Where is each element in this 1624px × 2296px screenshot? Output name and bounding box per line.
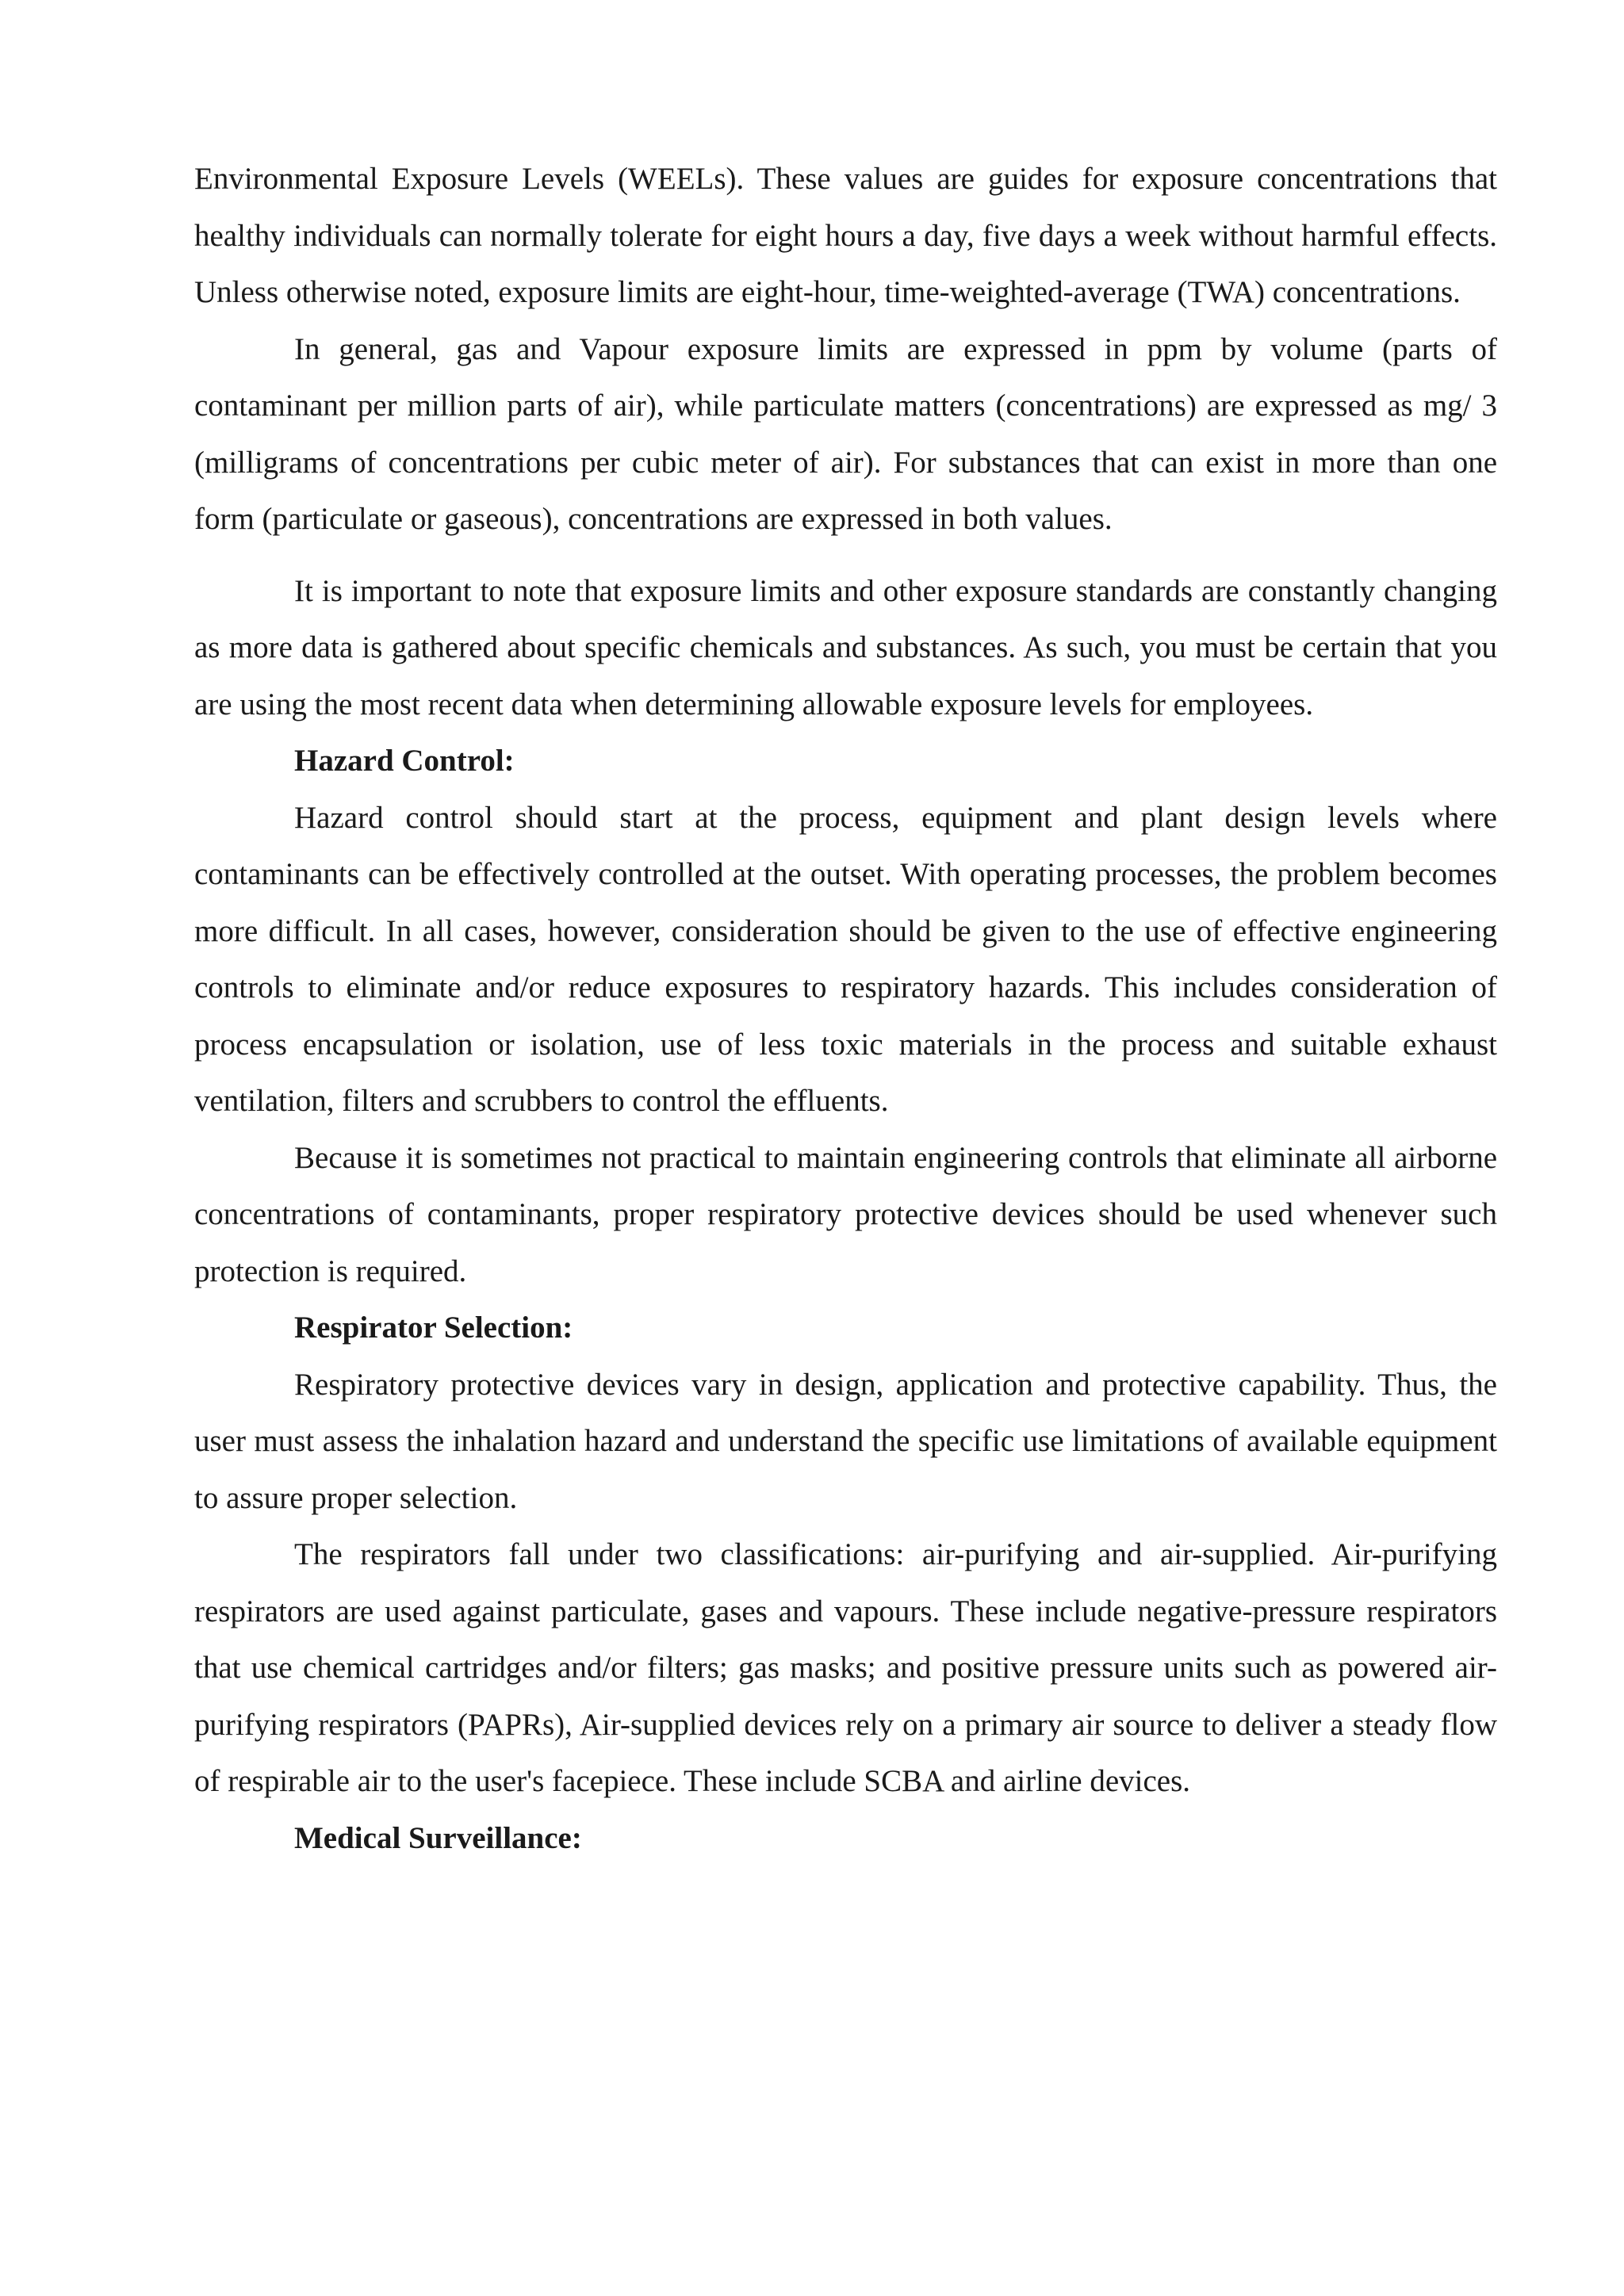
heading-hazard-control: Hazard Control: xyxy=(294,744,515,778)
document-body xyxy=(194,151,1497,1866)
paragraph-engineering-controls: Because it is sometimes not practical to maintain engineering controls that eliminate all airborne concentrations of contaminants, proper respiratory protective devices should be used whenever such protection is required. xyxy=(194,1140,1497,1288)
heading-medical-surveillance: Medical Surveillance: xyxy=(294,1820,582,1855)
paragraph-weels-intro: Environmental Exposure Levels (WEELs). These values are guides for exposure concentrations that healthy individuals can normally tolerate for eight hours a day, five days a week without harmful effects. Unless otherwise noted, exposure limits are eight-hour, time-weighted-average (TWA) concentrations. xyxy=(194,162,1497,309)
paragraph-exposure-units: In general, gas and Vapour exposure limits are expressed in ppm by volume (parts of contaminant per million parts of air), while particulate matters (concentrations) are expressed as mg/ 3 (milligrams of concentrations per cubic meter of air). For substances that can exist in more than one form (particulate or gaseous), concentrations are expressed in both values. xyxy=(194,331,1497,536)
paragraph-respirator-selection: Respiratory protective devices vary in design, application and protective capability. Thus, the user must assess the inhalation hazard and understand the specific use limitations of available equipment to assure proper selection. xyxy=(194,1367,1497,1515)
paragraph-changing-standards: It is important to note that exposure limits and other exposure standards are constantly changing as more data is gathered about specific chemicals and substances. As such, you must be certain that you are using the most recent data when determining allowable exposure levels for employees. xyxy=(194,573,1497,721)
heading-respirator-selection: Respirator Selection: xyxy=(294,1311,573,1345)
paragraph-hazard-control: Hazard control should start at the process, equipment and plant design levels where contaminants can be effectively controlled at the outset. With operating processes, the problem becomes more difficult. In all cases, however, consideration should be given to the use of effective engineering controls to eliminate and/or reduce exposures to respiratory hazards. This includes consideration of process encapsulation or isolation, use of less toxic materials in the process and suitable exhaust ventilation, filters and scrubbers to control the effluents. xyxy=(194,800,1497,1118)
paragraph-respirator-classifications: The respirators fall under two classifications: air-purifying and air-supplied. Air-purifying respirators are used against particulate, gases and vapours. These include negative-pressure respirators that use chemical cartridges and/or filters; gas masks; and positive pressure units such as powered air-purifying respirators (PAPRs), Air-supplied devices rely on a primary air source to deliver a steady flow of respirable air to the user's facepiece. These include SCBA and airline devices. xyxy=(194,1537,1497,1798)
